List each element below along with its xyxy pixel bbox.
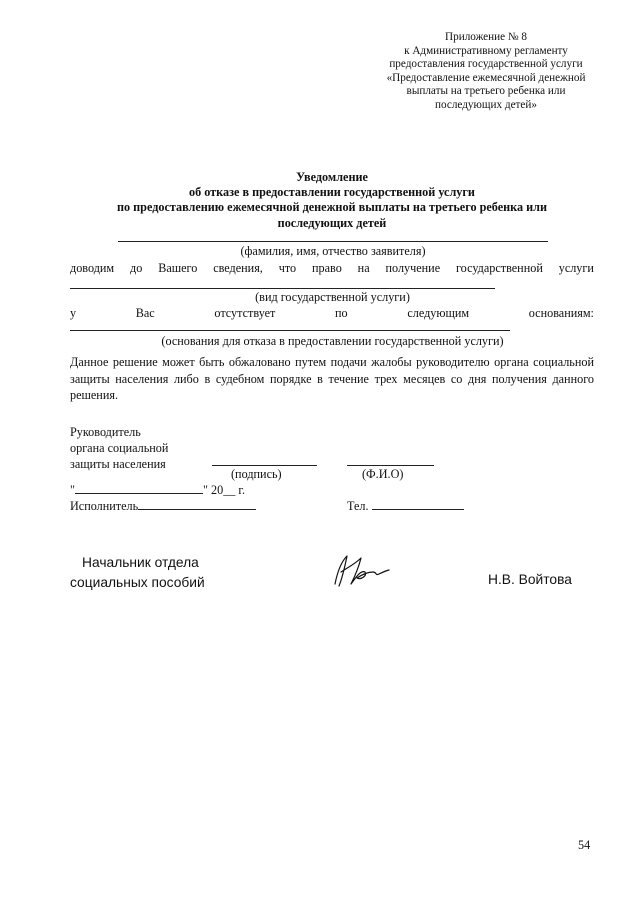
- refusal-text-row: [70, 306, 594, 321]
- date-quote-open: ": [70, 483, 75, 497]
- appendix-line: «Предоставление ежемесячной денежной: [386, 71, 586, 84]
- head-title-line: Руководитель: [70, 425, 141, 439]
- approver-position-line: социальных пособий: [70, 575, 205, 590]
- head-title-line: органа социальной: [70, 441, 169, 455]
- appendix-line: Приложение № 8: [445, 31, 527, 43]
- applicant-name-field-line: [118, 241, 548, 242]
- handwritten-signature: [325, 550, 391, 590]
- phone-field-line: [372, 498, 464, 510]
- refusal-reasons-caption: (основания для отказа в предоставлении государственной услуги): [161, 334, 504, 348]
- word: что: [278, 261, 297, 275]
- date-day-month-field: [75, 482, 203, 494]
- date-field: [70, 482, 245, 498]
- word: отсутствует: [214, 306, 276, 320]
- approver-position-line: Начальник отдела: [82, 555, 199, 570]
- word: доводим: [70, 261, 115, 275]
- word: на: [357, 261, 370, 275]
- service-type-caption: (вид государственной услуги): [255, 290, 410, 304]
- head-title-block: [70, 424, 168, 472]
- word: основаниям:: [528, 306, 594, 320]
- title-line: об отказе в предоставлении государственной услуги: [189, 185, 475, 200]
- word: государственной: [455, 261, 543, 275]
- signature-caption: (подпись): [231, 467, 282, 481]
- service-type-field-line: [70, 288, 495, 289]
- phone-field: [347, 498, 464, 514]
- word: по: [335, 306, 348, 320]
- head-title-line: защиты населения: [70, 457, 166, 471]
- refusal-reasons-field-line: [70, 330, 510, 331]
- applicant-name-caption: (фамилия, имя, отчество заявителя): [240, 244, 426, 258]
- appeal-paragraph: Данное решение может быть обжаловано путем подачи жалобы руководителю органа социальной защиты населения либо в судебном порядке в течение трех месяцев со дня получения данного решения.: [70, 355, 594, 403]
- title-line: Уведомление: [296, 170, 368, 184]
- word: услуги: [558, 261, 594, 275]
- full-name-caption: (Ф.И.О): [362, 467, 404, 481]
- executor-field-line: [138, 498, 256, 510]
- word: Вашего: [158, 261, 198, 275]
- word: право: [312, 261, 342, 275]
- executor-label: Исполнитель: [70, 499, 139, 513]
- notification-text-row: [70, 261, 594, 276]
- date-year-text: " 20__ г.: [202, 483, 246, 497]
- word: у: [70, 306, 77, 320]
- signature-field-line: [212, 465, 317, 466]
- phone-label: Тел.: [347, 499, 369, 513]
- title-line: последующих детей: [277, 215, 387, 230]
- appendix-line: выплаты на третьего ребенка или: [406, 85, 566, 98]
- page-number: 54: [578, 838, 591, 852]
- title-line: по предоставлению ежемесячной денежной выплаты на третьего ребенка или: [116, 200, 548, 215]
- word: следующим: [407, 306, 470, 320]
- word: до: [130, 261, 143, 275]
- appendix-line: к Административному регламенту: [404, 44, 568, 57]
- appendix-line: последующих детей»: [435, 98, 537, 111]
- full-name-field-line: [347, 465, 434, 466]
- executor-field: [70, 498, 256, 514]
- word: Вас: [135, 306, 155, 320]
- document-title: [70, 170, 594, 231]
- appendix-header: [360, 31, 612, 113]
- word: сведения,: [213, 261, 263, 275]
- appendix-line: предоставления государственной услуги: [389, 58, 583, 71]
- approver-name: Н.В. Войтова: [488, 572, 572, 587]
- word: получение: [385, 261, 441, 275]
- approver-position: [70, 553, 205, 593]
